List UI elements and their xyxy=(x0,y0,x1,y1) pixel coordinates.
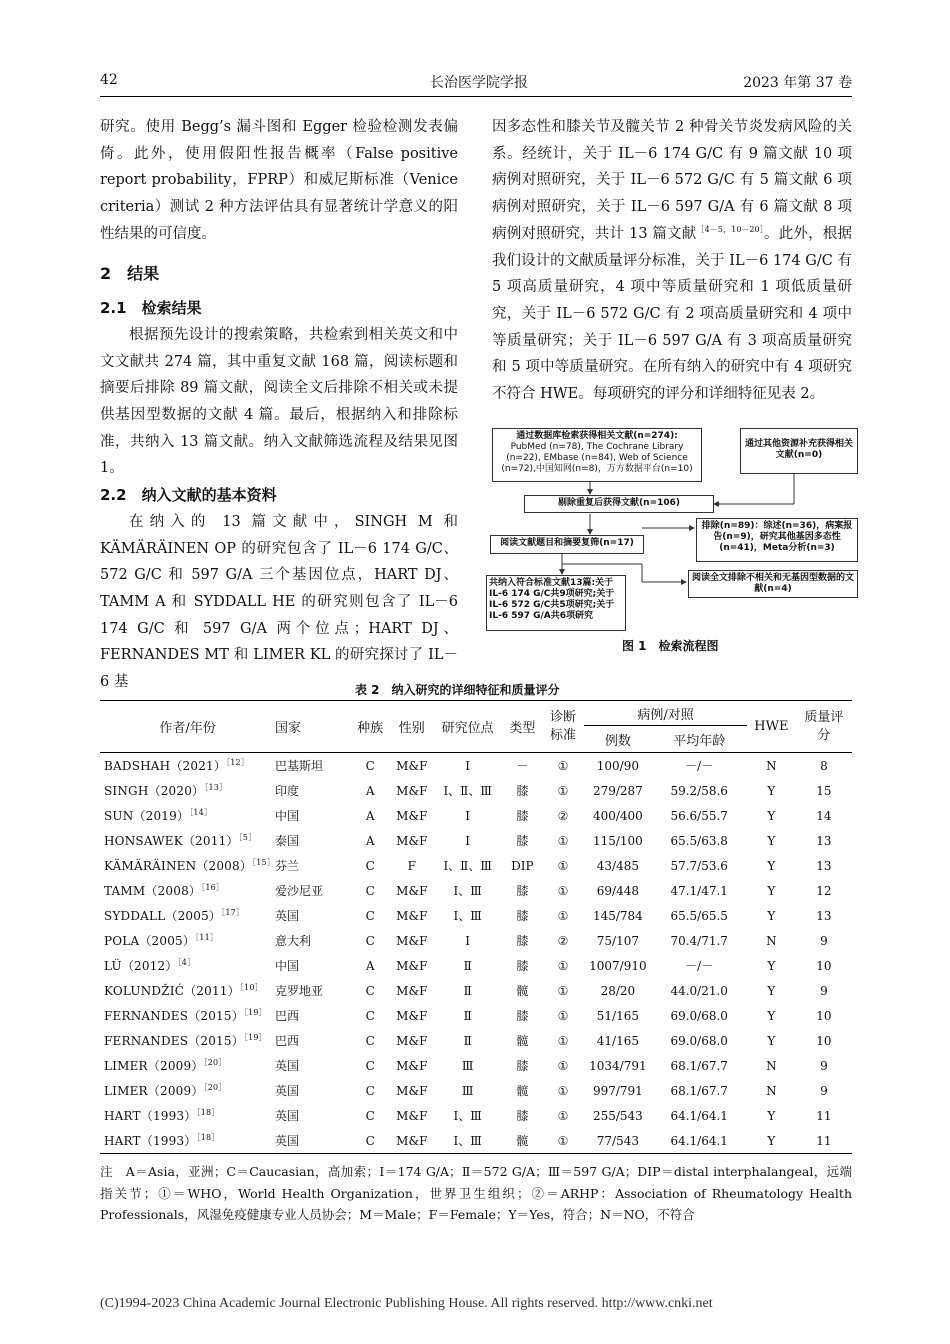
cell-age: 69.0/68.0 xyxy=(670,1008,728,1023)
author-ref: ［20］ xyxy=(203,1083,227,1092)
author-ref: ［20］ xyxy=(203,1058,227,1067)
cell-country: 克罗地亚 xyxy=(275,984,324,998)
cell-hwe: Y xyxy=(767,883,776,898)
flow-box-included xyxy=(486,575,626,631)
cell-diag: ① xyxy=(557,1033,569,1048)
cell-site: Ⅱ xyxy=(463,958,472,973)
cell-site: Ⅱ xyxy=(463,1033,472,1048)
cell-diag: ① xyxy=(557,758,569,773)
cell-type: 髋 xyxy=(516,1034,529,1048)
cell-score: 9 xyxy=(820,1083,828,1098)
cell-race: C xyxy=(365,1083,375,1098)
cell-hwe: Y xyxy=(767,958,776,973)
cell-n: 255/543 xyxy=(592,1108,643,1123)
flow-box-fulltext-excluded xyxy=(688,570,858,598)
cell-site: Ⅰ、Ⅲ xyxy=(453,1109,482,1123)
table-row xyxy=(100,1128,852,1154)
cell-author xyxy=(100,1103,275,1128)
cell-race: C xyxy=(365,933,375,948)
cell-type: 膝 xyxy=(516,1109,529,1123)
cell-diag: ② xyxy=(557,808,569,823)
cell-diag: ① xyxy=(557,783,569,798)
left-column xyxy=(100,114,458,696)
cell-type: 膝 xyxy=(516,884,529,898)
cell-age: 68.1/67.7 xyxy=(670,1083,728,1098)
th-type: 类型 xyxy=(503,701,542,753)
author-ref: ［12］ xyxy=(226,758,250,767)
th-site: 研究位点 xyxy=(432,701,502,753)
cell-race: C xyxy=(365,858,375,873)
cell-type: 膝 xyxy=(516,1059,529,1073)
author-text: TAMM（2008） xyxy=(104,884,202,898)
cell-type: 膝 xyxy=(516,934,529,948)
author-text: BADSHAH（2021） xyxy=(104,759,227,773)
cell-age: 65.5/65.5 xyxy=(670,908,728,923)
author-text: KOLUNDŽIĆ（2011） xyxy=(104,984,240,998)
cell-score: 13 xyxy=(816,833,832,848)
volume-info: 2023 年第 37 卷 xyxy=(743,75,852,91)
cell-author xyxy=(100,1053,275,1078)
author-ref: ［19］ xyxy=(243,1008,267,1017)
cell-age: 68.1/67.7 xyxy=(670,1058,728,1073)
cell-sex: M&F xyxy=(396,1058,428,1073)
cell-score: 13 xyxy=(816,858,832,873)
table-row xyxy=(100,778,852,803)
cell-sex: M&F xyxy=(396,1083,428,1098)
cell-score: 10 xyxy=(816,958,832,973)
cell-n: 77/543 xyxy=(596,1133,639,1148)
cell-sex: M&F xyxy=(396,1133,428,1148)
cell-hwe: N xyxy=(766,1083,777,1098)
flow-box-7-text: 阅读全文排除不相关和无基因型数据的文献(n=4) xyxy=(691,573,854,594)
cell-country: 英国 xyxy=(275,1109,300,1123)
cell-country: 英国 xyxy=(275,1059,300,1073)
right-column xyxy=(492,114,852,408)
author-text: SYDDALL（2005） xyxy=(104,909,222,923)
table-row xyxy=(100,928,852,953)
author-text: KÄMÄRÄINEN（2008） xyxy=(104,859,253,873)
table-row xyxy=(100,1053,852,1078)
cell-n: 51/165 xyxy=(596,1008,639,1023)
cell-score: 9 xyxy=(820,983,828,998)
cell-score: 12 xyxy=(816,883,832,898)
cell-age: 47.1/47.1 xyxy=(670,883,728,898)
cell-n: 279/287 xyxy=(592,783,643,798)
cell-author xyxy=(100,953,275,978)
cell-author xyxy=(100,753,275,779)
cell-country: 巴基斯坦 xyxy=(275,759,324,773)
cell-score: 10 xyxy=(816,1033,832,1048)
cell-hwe: Y xyxy=(767,1133,776,1148)
cell-diag: ① xyxy=(557,1008,569,1023)
cell-hwe: Y xyxy=(767,983,776,998)
cell-author xyxy=(100,828,275,853)
header-rule xyxy=(100,96,852,97)
cell-race: C xyxy=(365,1058,375,1073)
flow-box-1-title: 通过数据库检索获得相关文献(n=274): xyxy=(516,431,678,441)
cell-site: Ⅰ、Ⅲ xyxy=(453,1134,482,1148)
cell-site: Ⅲ xyxy=(461,1083,474,1098)
cell-sex: M&F xyxy=(396,1108,428,1123)
cell-site: Ⅰ xyxy=(465,933,471,948)
cell-age: 56.6/55.7 xyxy=(670,808,728,823)
cell-diag: ① xyxy=(557,1133,569,1148)
study-characteristics-table xyxy=(100,700,852,1154)
cell-score: 14 xyxy=(816,808,832,823)
cell-age: 65.5/63.8 xyxy=(670,833,728,848)
th-cases-controls: 病例/对照 xyxy=(584,701,747,726)
cell-diag: ① xyxy=(557,1083,569,1098)
cell-n: 43/485 xyxy=(596,858,639,873)
cell-site: Ⅰ、Ⅲ xyxy=(453,909,482,923)
author-ref: ［19］ xyxy=(243,1033,267,1042)
cell-n: 1007/910 xyxy=(589,958,647,973)
cell-diag: ① xyxy=(557,883,569,898)
page-number: 42 xyxy=(100,72,118,88)
cell-type: 膝 xyxy=(516,809,529,823)
cell-type: 髋 xyxy=(516,1134,529,1148)
author-text: LÜ（2012） xyxy=(104,959,178,973)
flow-box-2-text: 通过其他资源补充获得相关文献(n=0) xyxy=(744,439,853,460)
cell-sex: M&F xyxy=(396,908,428,923)
cell-type: DIP xyxy=(511,858,534,873)
cell-diag: ② xyxy=(557,933,569,948)
cell-diag: ① xyxy=(557,1108,569,1123)
cell-n: 41/165 xyxy=(596,1033,639,1048)
cell-author xyxy=(100,903,275,928)
author-ref: ［10］ xyxy=(239,983,263,992)
cell-age: 69.0/68.0 xyxy=(670,1033,728,1048)
section-2-1-heading: 2.1 检索结果 xyxy=(100,299,202,318)
cell-sex: M&F xyxy=(396,1033,428,1048)
cell-n: 69/448 xyxy=(596,883,639,898)
flow-box-deduplicated xyxy=(524,495,714,513)
author-ref: ［18］ xyxy=(196,1108,220,1117)
cell-sex: F xyxy=(407,858,416,873)
cell-hwe: N xyxy=(766,1058,777,1073)
cell-author xyxy=(100,928,275,953)
author-text: HART（1993） xyxy=(104,1134,197,1148)
th-diagnosis: 诊断标准 xyxy=(542,701,584,753)
cell-age: 59.2/58.6 xyxy=(670,783,728,798)
cell-diag: ① xyxy=(557,833,569,848)
flow-box-3-text: 剔除重复后获得文献(n=106) xyxy=(558,498,680,508)
cell-diag: ① xyxy=(557,1058,569,1073)
cell-country: 芬兰 xyxy=(275,859,300,873)
cell-age: 64.1/64.1 xyxy=(670,1108,728,1123)
flow-box-1-body: PubMed (n=78), The Cochrane Library (n=22), EMbase (n=84), Web of Science (n=72),中国知网(n=8)，万方数据平台(n=10) xyxy=(501,442,693,474)
flow-box-database-search xyxy=(492,428,702,482)
author-ref: ［17］ xyxy=(221,908,245,917)
cell-race: C xyxy=(365,1033,375,1048)
cell-n: 100/90 xyxy=(596,758,639,773)
cell-diag: ① xyxy=(557,858,569,873)
th-sex: 性别 xyxy=(391,701,432,753)
cell-site: Ⅰ、Ⅲ xyxy=(453,884,482,898)
cell-site: Ⅰ xyxy=(465,833,471,848)
author-ref: ［16］ xyxy=(201,883,225,892)
cell-hwe: Y xyxy=(767,1033,776,1048)
cell-race: A xyxy=(365,833,375,848)
cell-hwe: Y xyxy=(767,783,776,798)
cell-sex: M&F xyxy=(396,958,428,973)
cell-type: 膝 xyxy=(516,784,529,798)
table-row xyxy=(100,903,852,928)
cell-site: Ⅰ、Ⅱ、Ⅲ xyxy=(443,859,492,873)
author-text: HART（1993） xyxy=(104,1109,197,1123)
th-race: 种族 xyxy=(349,701,391,753)
right-para-1-b: 。此外，根据我们设计的文献质量评分标准，关于 IL－6 174 G/C 有 5 项高质量研究，4 项中等质量研究和 1 项低质量研究，关于 IL－6 572 G/C 有 2 项高质量研究和 4 项中等质量研究；关于 IL－6 597 G/A 有 3 项高质量研究和 5 项中等质量研究。在所有纳入的研究中有 4 项研究不符合 HWE。每项研究的评分和详细特征见表 2。 xyxy=(492,225,853,403)
cell-country: 巴西 xyxy=(275,1009,300,1023)
cell-sex: M&F xyxy=(396,983,428,998)
table-row xyxy=(100,1078,852,1103)
cell-n: 28/20 xyxy=(600,983,636,998)
cell-type: 膝 xyxy=(516,959,529,973)
cell-site: Ⅱ xyxy=(463,983,472,998)
cell-author xyxy=(100,878,275,903)
cell-country: 印度 xyxy=(275,784,300,798)
cell-author xyxy=(100,1028,275,1053)
cell-author xyxy=(100,1003,275,1028)
cell-type: 膝 xyxy=(516,909,529,923)
figure-caption: 图 1 检索流程图 xyxy=(622,639,719,653)
cell-site: Ⅰ、Ⅱ、Ⅲ xyxy=(443,784,492,798)
cell-sex: M&F xyxy=(396,883,428,898)
author-text: SUN（2019） xyxy=(104,809,190,823)
cell-n: 1034/791 xyxy=(589,1058,647,1073)
cell-site: Ⅱ xyxy=(463,1008,472,1023)
cell-diag: ① xyxy=(557,908,569,923)
cell-country: 巴西 xyxy=(275,1034,300,1048)
flow-box-excluded xyxy=(696,518,858,562)
cell-author xyxy=(100,1078,275,1103)
th-country: 国家 xyxy=(275,701,349,753)
cell-hwe: Y xyxy=(767,1108,776,1123)
cell-race: C xyxy=(365,983,375,998)
cell-score: 9 xyxy=(820,1058,828,1073)
cell-race: C xyxy=(365,1133,375,1148)
cell-author xyxy=(100,978,275,1003)
cell-author xyxy=(100,778,275,803)
cell-n: 997/791 xyxy=(592,1083,643,1098)
cell-country: 中国 xyxy=(275,959,300,973)
table-row xyxy=(100,1028,852,1053)
cell-sex: M&F xyxy=(396,758,428,773)
cell-site: Ⅰ xyxy=(465,758,471,773)
cell-age: －/－ xyxy=(685,959,714,973)
cell-n: 145/784 xyxy=(592,908,643,923)
cell-type: 膝 xyxy=(516,1009,529,1023)
left-para-3: 在纳入的 13 篇文献中，SINGH M 和 KÄMÄRÄINEN OP 的研究包含了 IL－6 174 G/C、572 G/C 和 597 G/A 三个基因位点，HART DJ、TAMM A 和 SYDDALL HE 的研究则包含了 IL－6 174 G/C 和 597 G/A 两个位点；HART DJ、FERNANDES MT 和 LIMER KL 的研究探讨了 IL－6 基 xyxy=(100,513,458,691)
flow-box-4-text: 阅读文献题目和摘要复筛(n=17) xyxy=(500,538,634,548)
table-row xyxy=(100,953,852,978)
cell-author xyxy=(100,853,275,878)
th-hwe: HWE xyxy=(747,701,796,753)
cell-age: 44.0/21.0 xyxy=(670,983,728,998)
left-para-2: 根据预先设计的搜索策略，共检索到相关英文和中文文献共 274 篇，其中重复文献 168 篇，阅读标题和摘要后排除 89 篇文献，阅读全文后排除不相关或未提供基因型数据的文献 4 篇。最后，根据纳入和排除标准，共纳入 13 篇文献。纳入文献筛选流程及结果见图 1。 xyxy=(100,326,458,477)
cell-race: A xyxy=(365,958,375,973)
cell-country: 英国 xyxy=(275,1134,300,1148)
cell-age: 64.1/64.1 xyxy=(670,1133,728,1148)
flow-box-title-abstract xyxy=(490,535,644,554)
table-body xyxy=(100,753,852,1154)
cell-country: 英国 xyxy=(275,909,300,923)
cell-race: C xyxy=(365,1008,375,1023)
cell-country: 爱沙尼亚 xyxy=(275,884,324,898)
cell-type: 髋 xyxy=(516,1084,529,1098)
author-text: SINGH（2020） xyxy=(104,784,205,798)
th-score: 质量评分 xyxy=(796,701,852,753)
author-ref: ［15］ xyxy=(252,858,276,867)
table-row xyxy=(100,978,852,1003)
th-number: 例数 xyxy=(604,733,631,749)
table-caption: 表 2 纳入研究的详细特征和质量评分 xyxy=(355,683,560,697)
journal-title: 长治医学院学报 xyxy=(430,75,528,91)
cell-sex: M&F xyxy=(396,783,428,798)
table-row xyxy=(100,1103,852,1128)
table-row xyxy=(100,828,852,853)
cell-n: 400/400 xyxy=(592,808,643,823)
author-text: POLA（2005） xyxy=(104,934,196,948)
cell-sex: M&F xyxy=(396,1008,428,1023)
cell-hwe: Y xyxy=(767,908,776,923)
cell-country: 英国 xyxy=(275,1084,300,1098)
cell-diag: ① xyxy=(557,958,569,973)
cell-age: 70.4/71.7 xyxy=(670,933,728,948)
cell-race: C xyxy=(365,758,375,773)
th-author: 作者/年份 xyxy=(100,701,275,753)
author-text: FERNANDES（2015） xyxy=(104,1009,244,1023)
cell-hwe: N xyxy=(766,758,777,773)
table-row xyxy=(100,853,852,878)
cell-sex: M&F xyxy=(396,808,428,823)
cell-site: Ⅰ xyxy=(465,808,471,823)
cell-sex: M&F xyxy=(396,833,428,848)
cell-score: 11 xyxy=(816,1108,832,1123)
cell-score: 11 xyxy=(816,1133,832,1148)
author-text: FERNANDES（2015） xyxy=(104,1034,244,1048)
cell-hwe: Y xyxy=(767,833,776,848)
cell-type: 髋 xyxy=(516,984,529,998)
cell-score: 8 xyxy=(820,758,828,773)
table-row xyxy=(100,1003,852,1028)
copyright-footer: (C)1994-2023 China Academic Journal Electronic Publishing House. All rights reserved. http://www.cnki.net xyxy=(100,1296,713,1311)
cell-author xyxy=(100,803,275,828)
table-row xyxy=(100,803,852,828)
cell-country: 意大利 xyxy=(275,934,312,948)
table-row xyxy=(100,878,852,903)
flow-box-other-sources xyxy=(740,428,858,474)
right-para-1-a: 因多态性和膝关节及髋关节 2 种骨关节炎发病风险的关系。经统计，关于 IL－6 174 G/C 有 9 篇文献 10 项病例对照研究，关于 IL－6 572 G/C 有 5 篇文献 6 项病例对照研究，关于 IL－6 597 G/A 有 6 篇文献 8 项病例对照研究，共计 13 篇文献 xyxy=(492,119,852,242)
th-mean-age: 平均年龄 xyxy=(673,733,726,749)
cell-n: 75/107 xyxy=(596,933,639,948)
cell-race: A xyxy=(365,783,375,798)
left-para-1: 研究。使用 Begg’s 漏斗图和 Egger 检验检测发表偏倚。此外，使用假阳性报告概率（False positive report probability，FPRP）和威尼斯标准（Venice criteria）测试 2 种方法评估具有显著统计学意义的阳性结果的可信度。 xyxy=(100,119,458,242)
cell-race: C xyxy=(365,1108,375,1123)
cell-site: Ⅲ xyxy=(461,1058,474,1073)
cell-n: 115/100 xyxy=(592,833,643,848)
flow-box-5-text: 排除(n=89)：综述(n=36)，病案报告(n=9)，研究其他基因多态性(n=41)，Meta分析(n=3) xyxy=(701,521,853,553)
section-2-2-heading: 2.2 纳入文献的基本资料 xyxy=(100,486,277,505)
cell-score: 10 xyxy=(816,1008,832,1023)
cell-score: 13 xyxy=(816,908,832,923)
cell-score: 9 xyxy=(820,933,828,948)
cell-diag: ① xyxy=(557,983,569,998)
cell-sex: M&F xyxy=(396,933,428,948)
flowchart-figure xyxy=(482,424,862,640)
cell-country: 中国 xyxy=(275,809,300,823)
author-ref: ［18］ xyxy=(196,1133,220,1142)
cell-author xyxy=(100,1128,275,1154)
cell-hwe: Y xyxy=(767,808,776,823)
author-text: HONSAWEK（2011） xyxy=(104,834,239,848)
author-ref: ［14］ xyxy=(189,808,213,817)
cell-race: C xyxy=(365,883,375,898)
author-text: LIMER（2009） xyxy=(104,1059,204,1073)
cell-type: 膝 xyxy=(516,834,529,848)
cell-age: －/－ xyxy=(685,759,714,773)
table-row xyxy=(100,753,852,779)
cell-race: A xyxy=(365,808,375,823)
cell-score: 15 xyxy=(816,783,832,798)
author-ref: ［5］ xyxy=(238,833,257,842)
cell-hwe: Y xyxy=(767,1008,776,1023)
author-text: LIMER（2009） xyxy=(104,1084,204,1098)
table-note: 注 A＝Asia，亚洲；C＝Caucasian，高加索；Ⅰ＝174 G/A；Ⅱ＝572 G/A；Ⅲ＝597 G/A；DIP＝distal interphalangeal，远端指关节；①＝WHO，World Health Organization，世界卫生组织；②＝ARHP：Association of Rheumatology Health Professionals，风湿免疫健康专业人员协会；M＝Male；F＝Female；Y＝Yes，符合；N＝NO，不符合 xyxy=(100,1164,852,1222)
cell-age: 57.7/53.6 xyxy=(670,858,728,873)
author-ref: ［13］ xyxy=(204,783,228,792)
flow-box-6-text: 共纳入符合标准文献13篇:关于IL-6 174 G/C共9项研究;关于IL-6 572 G/C共5项研究;关于IL-6 597 G/A共6项研究 xyxy=(489,578,615,621)
cell-type: － xyxy=(516,759,529,773)
cell-country: 泰国 xyxy=(275,834,300,848)
author-ref: ［4］ xyxy=(177,958,196,967)
citation-ref: ［4－5，10－20］ xyxy=(696,224,765,234)
right-para-1 xyxy=(492,114,852,408)
section-2-heading: 2 结果 xyxy=(100,263,160,283)
cell-hwe: Y xyxy=(767,858,776,873)
cell-race: C xyxy=(365,908,375,923)
author-ref: ［11］ xyxy=(195,933,219,942)
cell-hwe: N xyxy=(766,933,777,948)
